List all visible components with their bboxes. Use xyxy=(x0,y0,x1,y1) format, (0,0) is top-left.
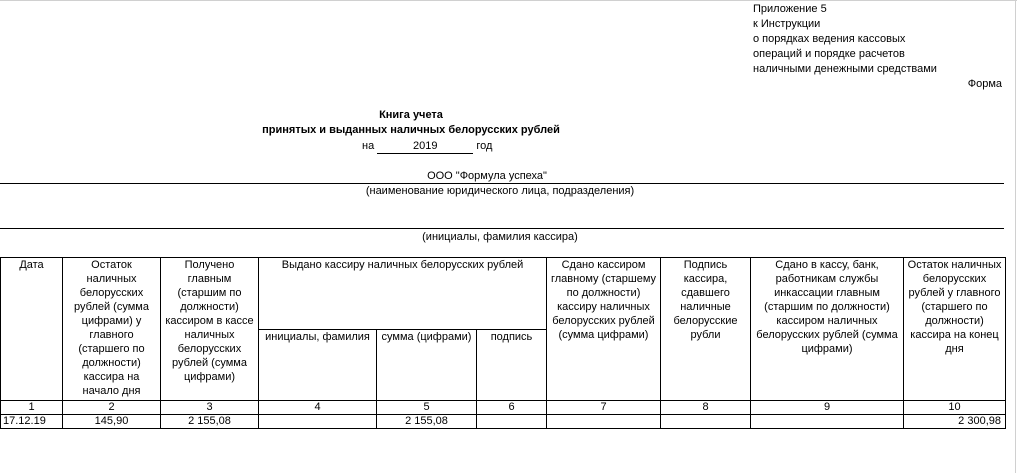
header-issued-signature: подпись xyxy=(477,330,547,401)
cell-balance-start: 145,90 xyxy=(63,415,161,429)
page-right-border xyxy=(1015,0,1016,473)
year-line xyxy=(362,139,492,154)
header-issued-name: инициалы, фамилия xyxy=(259,330,377,401)
header-signature: Подпись кассира, сдавшего наличные белорусские рубли xyxy=(661,258,751,401)
header-issued-group: Выдано кассиру наличных белорусских рублей xyxy=(259,258,547,330)
cashier-caption: (инициалы, фамилия кассира) xyxy=(422,231,578,243)
column-number: 4 xyxy=(259,401,377,415)
cashier-underline xyxy=(0,228,1004,229)
cell-issued-signature xyxy=(477,415,547,429)
column-number: 8 xyxy=(661,401,751,415)
header-returned: Сдано кассиром главному (старшему по должности) кассиру наличных белорусских рублей (сумма цифрами) xyxy=(547,258,661,401)
cell-deposited xyxy=(751,415,904,429)
header-balance-end: Остаток наличных белорусских рублей у главного (старшего по должности) кассира на конец дня xyxy=(904,258,1006,401)
column-number: 6 xyxy=(477,401,547,415)
organization-caption: (наименование юридического лица, подразделения) xyxy=(365,185,635,197)
organization-name: ООО "Формула успеха" xyxy=(427,170,547,182)
header-issued-sum: сумма (цифрами) xyxy=(377,330,477,401)
cash-book-table xyxy=(0,257,1006,429)
year-value: 2019 xyxy=(377,139,473,154)
column-number: 2 xyxy=(63,401,161,415)
page-top-border xyxy=(0,0,1017,1)
header-date: Дата xyxy=(1,258,63,401)
column-number: 5 xyxy=(377,401,477,415)
cell-signature xyxy=(661,415,751,429)
appendix-block xyxy=(753,2,937,77)
appendix-line: операций и порядке расчетов xyxy=(753,48,905,60)
year-prefix: на xyxy=(362,140,375,152)
document-title: Книга учета xyxy=(379,109,443,121)
cell-date: 17.12.19 xyxy=(1,415,63,429)
year-suffix: год xyxy=(476,140,493,152)
cell-returned xyxy=(547,415,661,429)
column-number-row xyxy=(1,401,1006,415)
column-number: 1 xyxy=(1,401,63,415)
cell-issued-sum: 2 155,08 xyxy=(377,415,477,429)
header-row xyxy=(1,258,1006,330)
header-deposited: Сдано в кассу, банк, работникам службы инкассации главным (старшим по должности) кассиром наличных белорусских рублей (сумма цифрами) xyxy=(751,258,904,401)
cell-balance-end: 2 300,98 xyxy=(904,415,1006,429)
appendix-line: наличными денежными средствами xyxy=(753,63,937,75)
header-balance-start: Остаток наличных белорусских рублей (сумма цифрами) у главного (старшего по должности) кассира на начало дня xyxy=(63,258,161,401)
cell-received: 2 155,08 xyxy=(161,415,259,429)
appendix-line: о порядках ведения кассовых xyxy=(753,33,906,45)
form-label: Форма xyxy=(967,78,1002,90)
column-number: 7 xyxy=(547,401,661,415)
column-number: 10 xyxy=(904,401,1006,415)
column-number: 3 xyxy=(161,401,259,415)
table-row xyxy=(1,415,1006,429)
column-number: 9 xyxy=(751,401,904,415)
appendix-line: Приложение 5 xyxy=(753,3,827,15)
appendix-line: к Инструкции xyxy=(753,18,821,30)
cell-issued-name xyxy=(259,415,377,429)
header-received: Получено главным (старшим по должности) кассиром в кассе наличных белорусских рублей (сумма цифрами) xyxy=(161,258,259,401)
document-subtitle: принятых и выданных наличных белорусских рублей xyxy=(262,124,560,136)
